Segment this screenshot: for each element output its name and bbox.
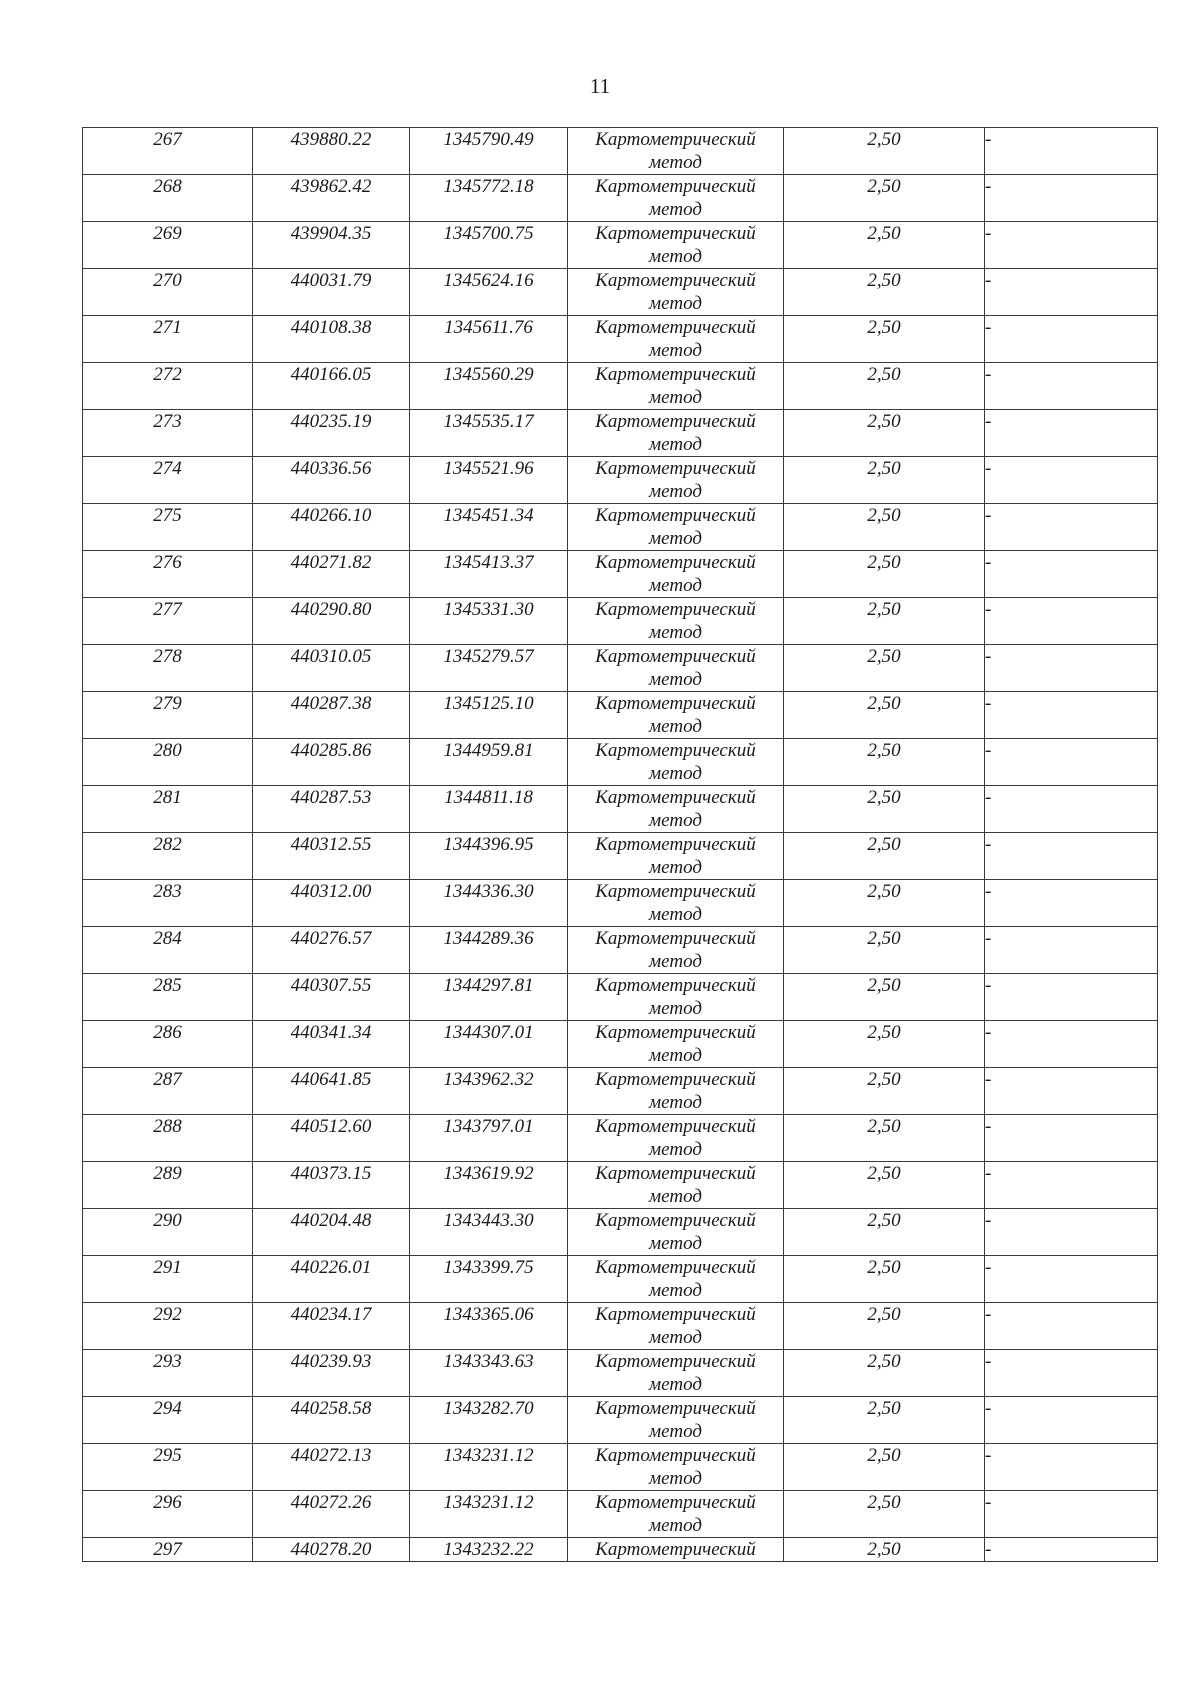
point-number-cell: 285 <box>83 974 253 1021</box>
y-coordinate-cell: 1344307.01 <box>410 1021 568 1068</box>
accuracy-cell: 2,50 <box>784 1350 985 1397</box>
accuracy-cell: 2,50 <box>784 692 985 739</box>
accuracy-cell: 2,50 <box>784 1538 985 1562</box>
description-cell: - <box>985 692 1158 739</box>
point-number-cell: 291 <box>83 1256 253 1303</box>
x-coordinate-cell: 440031.79 <box>253 269 410 316</box>
method-cell: Картометрический метод <box>568 1162 784 1209</box>
point-number-cell: 281 <box>83 786 253 833</box>
point-number-cell: 270 <box>83 269 253 316</box>
y-coordinate-cell: 1345611.76 <box>410 316 568 363</box>
method-cell: Картометрический метод <box>568 974 784 1021</box>
accuracy-cell: 2,50 <box>784 645 985 692</box>
method-cell: Картометрический метод <box>568 880 784 927</box>
accuracy-cell: 2,50 <box>784 363 985 410</box>
point-number-cell: 283 <box>83 880 253 927</box>
table-row <box>83 1491 1158 1538</box>
method-cell: Картометрический метод <box>568 504 784 551</box>
description-cell: - <box>985 645 1158 692</box>
description-cell: - <box>985 410 1158 457</box>
method-cell: Картометрический метод <box>568 739 784 786</box>
accuracy-cell: 2,50 <box>784 1303 985 1350</box>
point-number-cell: 268 <box>83 175 253 222</box>
x-coordinate-cell: 440307.55 <box>253 974 410 1021</box>
description-cell: - <box>985 1444 1158 1491</box>
table-row <box>83 1068 1158 1115</box>
point-number-cell: 267 <box>83 128 253 175</box>
x-coordinate-cell: 440258.58 <box>253 1397 410 1444</box>
accuracy-cell: 2,50 <box>784 316 985 363</box>
accuracy-cell: 2,50 <box>784 927 985 974</box>
y-coordinate-cell: 1343365.06 <box>410 1303 568 1350</box>
method-cell: Картометрический метод <box>568 1491 784 1538</box>
method-cell: Картометрический метод <box>568 645 784 692</box>
method-cell: Картометрический метод <box>568 1209 784 1256</box>
point-number-cell: 282 <box>83 833 253 880</box>
description-cell: - <box>985 551 1158 598</box>
y-coordinate-cell: 1345451.34 <box>410 504 568 551</box>
y-coordinate-cell: 1345521.96 <box>410 457 568 504</box>
description-cell: - <box>985 833 1158 880</box>
point-number-cell: 275 <box>83 504 253 551</box>
x-coordinate-cell: 440272.13 <box>253 1444 410 1491</box>
table-row <box>83 504 1158 551</box>
x-coordinate-cell: 439880.22 <box>253 128 410 175</box>
method-cell: Картометрический метод <box>568 1303 784 1350</box>
point-number-cell: 276 <box>83 551 253 598</box>
method-cell: Картометрический метод <box>568 1444 784 1491</box>
x-coordinate-cell: 440235.19 <box>253 410 410 457</box>
description-cell: - <box>985 1115 1158 1162</box>
table-row <box>83 316 1158 363</box>
x-coordinate-cell: 440341.34 <box>253 1021 410 1068</box>
coordinates-table <box>82 127 1158 1562</box>
table-row <box>83 786 1158 833</box>
accuracy-cell: 2,50 <box>784 1397 985 1444</box>
y-coordinate-cell: 1345624.16 <box>410 269 568 316</box>
accuracy-cell: 2,50 <box>784 269 985 316</box>
description-cell: - <box>985 1068 1158 1115</box>
table-row <box>83 1209 1158 1256</box>
description-cell: - <box>985 974 1158 1021</box>
accuracy-cell: 2,50 <box>784 833 985 880</box>
table-row <box>83 1162 1158 1209</box>
y-coordinate-cell: 1343797.01 <box>410 1115 568 1162</box>
point-number-cell: 292 <box>83 1303 253 1350</box>
table-row <box>83 269 1158 316</box>
x-coordinate-cell: 440166.05 <box>253 363 410 410</box>
method-cell: Картометрический метод <box>568 692 784 739</box>
y-coordinate-cell: 1345790.49 <box>410 128 568 175</box>
accuracy-cell: 2,50 <box>784 786 985 833</box>
method-cell: Картометрический метод <box>568 833 784 880</box>
table-row <box>83 1538 1158 1562</box>
accuracy-cell: 2,50 <box>784 222 985 269</box>
x-coordinate-cell: 440271.82 <box>253 551 410 598</box>
point-number-cell: 295 <box>83 1444 253 1491</box>
point-number-cell: 273 <box>83 410 253 457</box>
description-cell: - <box>985 175 1158 222</box>
description-cell: - <box>985 504 1158 551</box>
table-row <box>83 222 1158 269</box>
y-coordinate-cell: 1343619.92 <box>410 1162 568 1209</box>
table-row <box>83 1021 1158 1068</box>
point-number-cell: 271 <box>83 316 253 363</box>
x-coordinate-cell: 440290.80 <box>253 598 410 645</box>
description-cell: - <box>985 880 1158 927</box>
description-cell: - <box>985 1491 1158 1538</box>
point-number-cell: 288 <box>83 1115 253 1162</box>
description-cell: - <box>985 1162 1158 1209</box>
method-cell: Картометрический метод <box>568 410 784 457</box>
y-coordinate-cell: 1345560.29 <box>410 363 568 410</box>
y-coordinate-cell: 1343231.12 <box>410 1444 568 1491</box>
point-number-cell: 284 <box>83 927 253 974</box>
y-coordinate-cell: 1344289.36 <box>410 927 568 974</box>
description-cell: - <box>985 457 1158 504</box>
method-cell: Картометрический метод <box>568 1256 784 1303</box>
y-coordinate-cell: 1343232.22 <box>410 1538 568 1562</box>
table-row <box>83 833 1158 880</box>
point-number-cell: 279 <box>83 692 253 739</box>
y-coordinate-cell: 1343962.32 <box>410 1068 568 1115</box>
description-cell: - <box>985 128 1158 175</box>
table-row <box>83 1256 1158 1303</box>
method-cell: Картометрический метод <box>568 1350 784 1397</box>
point-number-cell: 294 <box>83 1397 253 1444</box>
description-cell: - <box>985 927 1158 974</box>
table-row <box>83 1444 1158 1491</box>
table-row <box>83 1397 1158 1444</box>
point-number-cell: 269 <box>83 222 253 269</box>
accuracy-cell: 2,50 <box>784 1444 985 1491</box>
point-number-cell: 296 <box>83 1491 253 1538</box>
method-cell: Картометрический метод <box>568 316 784 363</box>
description-cell: - <box>985 1021 1158 1068</box>
x-coordinate-cell: 440239.93 <box>253 1350 410 1397</box>
method-cell: Картометрический метод <box>568 1021 784 1068</box>
method-cell: Картометрический метод <box>568 175 784 222</box>
method-cell: Картометрический метод <box>568 269 784 316</box>
x-coordinate-cell: 440312.55 <box>253 833 410 880</box>
method-cell: Картометрический <box>568 1538 784 1562</box>
accuracy-cell: 2,50 <box>784 457 985 504</box>
table-row <box>83 598 1158 645</box>
table-row <box>83 410 1158 457</box>
y-coordinate-cell: 1345535.17 <box>410 410 568 457</box>
x-coordinate-cell: 440287.38 <box>253 692 410 739</box>
description-cell: - <box>985 739 1158 786</box>
point-number-cell: 286 <box>83 1021 253 1068</box>
y-coordinate-cell: 1343399.75 <box>410 1256 568 1303</box>
method-cell: Картометрический метод <box>568 363 784 410</box>
y-coordinate-cell: 1343443.30 <box>410 1209 568 1256</box>
description-cell: - <box>985 1350 1158 1397</box>
x-coordinate-cell: 440272.26 <box>253 1491 410 1538</box>
y-coordinate-cell: 1345125.10 <box>410 692 568 739</box>
accuracy-cell: 2,50 <box>784 1209 985 1256</box>
description-cell: - <box>985 598 1158 645</box>
description-cell: - <box>985 222 1158 269</box>
x-coordinate-cell: 440336.56 <box>253 457 410 504</box>
accuracy-cell: 2,50 <box>784 175 985 222</box>
description-cell: - <box>985 269 1158 316</box>
x-coordinate-cell: 440108.38 <box>253 316 410 363</box>
accuracy-cell: 2,50 <box>784 504 985 551</box>
table-row <box>83 128 1158 175</box>
x-coordinate-cell: 440373.15 <box>253 1162 410 1209</box>
table-row <box>83 363 1158 410</box>
y-coordinate-cell: 1345331.30 <box>410 598 568 645</box>
x-coordinate-cell: 440641.85 <box>253 1068 410 1115</box>
x-coordinate-cell: 440310.05 <box>253 645 410 692</box>
table-row <box>83 692 1158 739</box>
method-cell: Картометрический метод <box>568 1115 784 1162</box>
description-cell: - <box>985 1397 1158 1444</box>
accuracy-cell: 2,50 <box>784 1256 985 1303</box>
method-cell: Картометрический метод <box>568 128 784 175</box>
x-coordinate-cell: 439862.42 <box>253 175 410 222</box>
point-number-cell: 272 <box>83 363 253 410</box>
accuracy-cell: 2,50 <box>784 1115 985 1162</box>
accuracy-cell: 2,50 <box>784 739 985 786</box>
y-coordinate-cell: 1344297.81 <box>410 974 568 1021</box>
accuracy-cell: 2,50 <box>784 551 985 598</box>
y-coordinate-cell: 1345772.18 <box>410 175 568 222</box>
accuracy-cell: 2,50 <box>784 974 985 1021</box>
method-cell: Картометрический метод <box>568 598 784 645</box>
description-cell: - <box>985 786 1158 833</box>
point-number-cell: 277 <box>83 598 253 645</box>
table-row <box>83 1115 1158 1162</box>
description-cell: - <box>985 1209 1158 1256</box>
table-row <box>83 1350 1158 1397</box>
description-cell: - <box>985 1538 1158 1562</box>
method-cell: Картометрический метод <box>568 222 784 269</box>
accuracy-cell: 2,50 <box>784 598 985 645</box>
method-cell: Картометрический метод <box>568 786 784 833</box>
x-coordinate-cell: 440285.86 <box>253 739 410 786</box>
method-cell: Картометрический метод <box>568 927 784 974</box>
description-cell: - <box>985 316 1158 363</box>
y-coordinate-cell: 1343343.63 <box>410 1350 568 1397</box>
y-coordinate-cell: 1344336.30 <box>410 880 568 927</box>
method-cell: Картометрический метод <box>568 1397 784 1444</box>
point-number-cell: 289 <box>83 1162 253 1209</box>
y-coordinate-cell: 1343282.70 <box>410 1397 568 1444</box>
table-row <box>83 457 1158 504</box>
point-number-cell: 290 <box>83 1209 253 1256</box>
coordinates-table-body <box>83 128 1158 1562</box>
y-coordinate-cell: 1345279.57 <box>410 645 568 692</box>
accuracy-cell: 2,50 <box>784 128 985 175</box>
y-coordinate-cell: 1345413.37 <box>410 551 568 598</box>
point-number-cell: 297 <box>83 1538 253 1562</box>
description-cell: - <box>985 1256 1158 1303</box>
description-cell: - <box>985 363 1158 410</box>
x-coordinate-cell: 440226.01 <box>253 1256 410 1303</box>
accuracy-cell: 2,50 <box>784 1491 985 1538</box>
x-coordinate-cell: 439904.35 <box>253 222 410 269</box>
table-row <box>83 1303 1158 1350</box>
x-coordinate-cell: 440234.17 <box>253 1303 410 1350</box>
table-row <box>83 880 1158 927</box>
page-number: 11 <box>589 74 611 98</box>
x-coordinate-cell: 440312.00 <box>253 880 410 927</box>
y-coordinate-cell: 1344396.95 <box>410 833 568 880</box>
y-coordinate-cell: 1344959.81 <box>410 739 568 786</box>
table-row <box>83 551 1158 598</box>
table-row <box>83 927 1158 974</box>
x-coordinate-cell: 440276.57 <box>253 927 410 974</box>
y-coordinate-cell: 1344811.18 <box>410 786 568 833</box>
table-row <box>83 739 1158 786</box>
point-number-cell: 287 <box>83 1068 253 1115</box>
x-coordinate-cell: 440204.48 <box>253 1209 410 1256</box>
accuracy-cell: 2,50 <box>784 1068 985 1115</box>
point-number-cell: 293 <box>83 1350 253 1397</box>
x-coordinate-cell: 440278.20 <box>253 1538 410 1562</box>
x-coordinate-cell: 440266.10 <box>253 504 410 551</box>
y-coordinate-cell: 1345700.75 <box>410 222 568 269</box>
accuracy-cell: 2,50 <box>784 1162 985 1209</box>
accuracy-cell: 2,50 <box>784 410 985 457</box>
table-row <box>83 974 1158 1021</box>
method-cell: Картометрический метод <box>568 551 784 598</box>
point-number-cell: 274 <box>83 457 253 504</box>
method-cell: Картометрический метод <box>568 1068 784 1115</box>
point-number-cell: 278 <box>83 645 253 692</box>
x-coordinate-cell: 440287.53 <box>253 786 410 833</box>
point-number-cell: 280 <box>83 739 253 786</box>
table-row <box>83 175 1158 222</box>
table-row <box>83 645 1158 692</box>
accuracy-cell: 2,50 <box>784 1021 985 1068</box>
accuracy-cell: 2,50 <box>784 880 985 927</box>
method-cell: Картометрический метод <box>568 457 784 504</box>
y-coordinate-cell: 1343231.12 <box>410 1491 568 1538</box>
description-cell: - <box>985 1303 1158 1350</box>
x-coordinate-cell: 440512.60 <box>253 1115 410 1162</box>
